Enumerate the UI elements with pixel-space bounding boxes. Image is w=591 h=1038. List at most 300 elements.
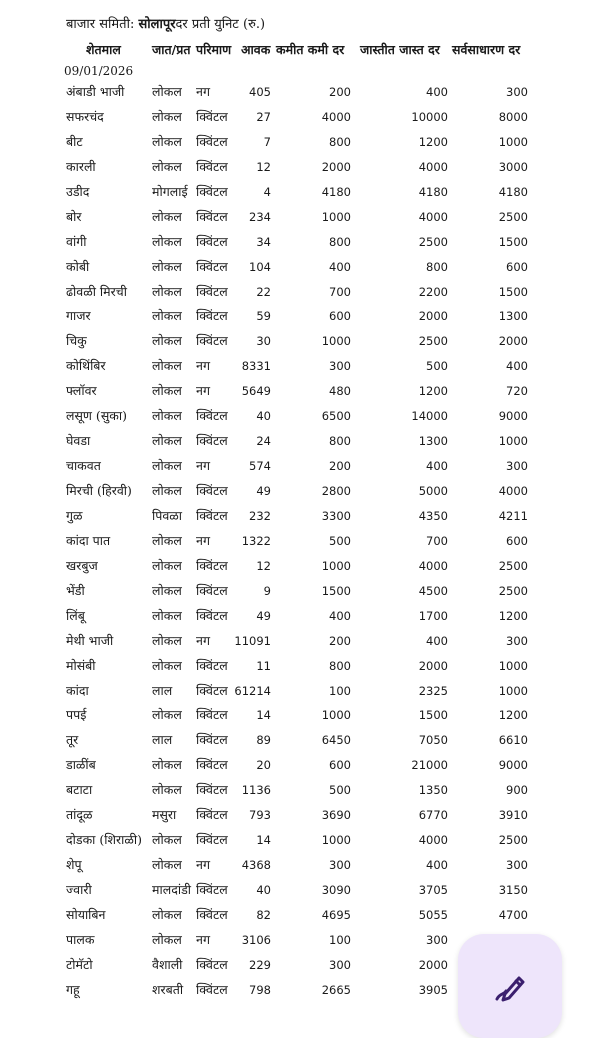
cell-unit: क्विंटल xyxy=(196,657,228,673)
table-row xyxy=(0,307,591,332)
cell-min: 4695 xyxy=(321,907,351,922)
cell-avg: 8000 xyxy=(498,109,528,124)
cell-avg: 4211 xyxy=(498,508,528,523)
cell-max: 500 xyxy=(426,359,448,374)
cell-max: 1300 xyxy=(418,434,448,449)
cell-avg: 1500 xyxy=(498,234,528,249)
cell-avg: 2500 xyxy=(498,558,528,573)
table-row xyxy=(0,906,591,931)
cell-min: 6450 xyxy=(321,733,351,748)
table-row xyxy=(0,183,591,208)
cell-type: लोकल xyxy=(152,857,182,873)
cell-avg: 2500 xyxy=(498,209,528,224)
cell-min: 700 xyxy=(329,284,351,299)
cell-min: 1000 xyxy=(321,334,351,349)
cell-name: चिकु xyxy=(66,333,87,349)
cell-arrival: 82 xyxy=(256,907,271,922)
table-row xyxy=(0,682,591,707)
cell-min: 300 xyxy=(329,957,351,972)
cell-unit: क्विंटल xyxy=(196,183,228,199)
cell-max: 5055 xyxy=(418,907,448,922)
cell-min: 600 xyxy=(329,758,351,773)
col-type: जात/प्रत xyxy=(152,42,191,57)
cell-unit: क्विंटल xyxy=(196,832,228,848)
table-row xyxy=(0,507,591,532)
cell-max: 2325 xyxy=(418,683,448,698)
cell-unit: नग xyxy=(196,84,210,99)
cell-min: 300 xyxy=(329,359,351,374)
cell-name: सोयाबिन xyxy=(66,906,106,922)
cell-arrival: 1322 xyxy=(241,533,271,548)
cell-min: 2000 xyxy=(321,159,351,174)
cell-avg: 3000 xyxy=(498,159,528,174)
cell-max: 400 xyxy=(426,633,448,648)
cell-type: वैशाली xyxy=(152,956,183,972)
cell-min: 200 xyxy=(329,459,351,474)
cell-name: बोर xyxy=(66,208,82,224)
cell-avg: 6610 xyxy=(498,733,528,748)
cell-unit: क्विंटल xyxy=(196,707,228,723)
cell-arrival: 4368 xyxy=(241,858,271,873)
cell-unit: क्विंटल xyxy=(196,807,228,823)
cell-arrival: 22 xyxy=(256,284,271,299)
cell-unit: नग xyxy=(196,458,210,474)
cell-min: 2800 xyxy=(321,484,351,498)
header-prefix: बाजार समिती: xyxy=(66,17,139,32)
cell-name: लसूण (सुका) xyxy=(66,408,127,424)
cell-avg: 4700 xyxy=(498,907,528,922)
cell-min: 4000 xyxy=(321,109,351,124)
cell-arrival: 8331 xyxy=(241,359,271,374)
cell-name: तूर xyxy=(66,732,79,748)
cell-max: 1200 xyxy=(418,134,448,149)
cell-max: 14000 xyxy=(411,409,448,424)
table-row xyxy=(0,632,591,657)
table-row xyxy=(0,607,591,632)
cell-name: गहू xyxy=(66,981,80,997)
table-row xyxy=(0,731,591,756)
cell-name: मिरची (हिरवी) xyxy=(66,483,132,498)
cell-arrival: 89 xyxy=(256,733,271,748)
cell-max: 4000 xyxy=(418,558,448,573)
cell-avg: 1000 xyxy=(498,658,528,673)
cell-avg: 4000 xyxy=(498,484,528,498)
cell-arrival: 232 xyxy=(249,508,271,523)
cell-type: पिवळा xyxy=(152,507,183,523)
col-max: जास्तीत जास्त दर xyxy=(360,42,440,57)
cell-avg: 4180 xyxy=(498,184,528,199)
cell-min: 200 xyxy=(329,85,351,99)
table-row xyxy=(0,83,591,108)
cell-unit: क्विंटल xyxy=(196,557,228,573)
cell-arrival: 11 xyxy=(256,658,271,673)
cell-arrival: 30 xyxy=(256,334,271,349)
cell-arrival: 4 xyxy=(263,184,271,199)
cell-type: लोकल xyxy=(152,557,182,573)
page-header xyxy=(66,14,265,32)
cell-arrival: 9 xyxy=(263,583,271,598)
cell-max: 1500 xyxy=(418,708,448,723)
col-arrival: आवक xyxy=(241,42,271,57)
cell-arrival: 229 xyxy=(249,957,271,972)
cell-max: 7050 xyxy=(418,733,448,748)
table-row xyxy=(0,133,591,158)
cell-avg: 2500 xyxy=(498,833,528,848)
cell-name: पपई xyxy=(66,707,87,723)
cell-arrival: 59 xyxy=(256,309,271,324)
cell-max: 400 xyxy=(426,459,448,474)
cell-arrival: 5649 xyxy=(241,384,271,399)
cell-arrival: 14 xyxy=(256,833,271,848)
cell-avg: 3910 xyxy=(498,808,528,823)
table-row xyxy=(0,357,591,382)
cell-unit: क्विंटल xyxy=(196,732,228,748)
cell-type: लोकल xyxy=(152,657,182,673)
table-row xyxy=(0,831,591,856)
cell-name: मोसंबी xyxy=(66,657,96,673)
cell-type: लोकल xyxy=(152,632,182,648)
cell-unit: क्विंटल xyxy=(196,108,228,124)
cell-unit: नग xyxy=(196,857,210,873)
cell-min: 3300 xyxy=(321,508,351,523)
col-avg: सर्वसाधारण दर xyxy=(452,42,521,57)
cell-min: 1000 xyxy=(321,708,351,723)
table-row xyxy=(0,108,591,133)
report-date: 09/01/2026 xyxy=(64,64,134,78)
table-row xyxy=(0,557,591,582)
cell-avg: 9000 xyxy=(498,409,528,424)
cell-avg: 300 xyxy=(506,459,528,474)
cell-max: 1350 xyxy=(418,783,448,798)
cell-unit: क्विंटल xyxy=(196,233,228,249)
cell-arrival: 34 xyxy=(256,234,271,249)
cell-max: 2000 xyxy=(418,957,448,972)
cell-max: 2200 xyxy=(418,284,448,299)
cell-arrival: 40 xyxy=(256,883,271,897)
cell-max: 10000 xyxy=(411,109,448,124)
cell-type: लोकल xyxy=(152,433,182,449)
cell-type: लोकल xyxy=(152,931,182,947)
col-unit: परिमाण xyxy=(196,42,232,57)
table-row xyxy=(0,258,591,283)
cell-name: पालक xyxy=(66,931,95,947)
cell-type: लोकल xyxy=(152,383,182,399)
cell-avg: 600 xyxy=(506,533,528,548)
cell-min: 400 xyxy=(329,608,351,623)
cell-avg: 300 xyxy=(506,633,528,648)
cell-avg: 400 xyxy=(506,359,528,374)
cell-max: 800 xyxy=(426,259,448,274)
cell-arrival: 3106 xyxy=(241,932,271,947)
cell-min: 100 xyxy=(329,683,351,698)
cell-arrival: 14 xyxy=(256,708,271,723)
cell-arrival: 40 xyxy=(256,409,271,424)
cell-avg: 300 xyxy=(506,85,528,99)
cell-name: मेथी भाजी xyxy=(66,632,114,648)
pen-edit-icon xyxy=(491,968,529,1006)
cell-type: लोकल xyxy=(152,582,182,598)
table-row xyxy=(0,432,591,457)
cell-arrival: 104 xyxy=(249,259,271,274)
cell-max: 2000 xyxy=(418,309,448,324)
cell-unit: नग xyxy=(196,931,210,947)
cell-avg: 3150 xyxy=(498,883,528,897)
cell-arrival: 12 xyxy=(256,558,271,573)
table-row xyxy=(0,482,591,507)
cell-unit: क्विंटल xyxy=(196,158,228,174)
cell-type: लाल xyxy=(152,682,173,698)
cell-arrival: 27 xyxy=(256,109,271,124)
cell-type: लोकल xyxy=(152,757,182,773)
cell-unit: क्विंटल xyxy=(196,433,228,449)
cell-name: वांगी xyxy=(66,233,87,249)
cell-name: उडीद xyxy=(66,183,90,199)
cell-name: तांदूळ xyxy=(66,807,93,823)
table-row xyxy=(0,881,591,906)
cell-type: लोकल xyxy=(152,458,182,474)
cell-type: लोकल xyxy=(152,283,182,299)
table-row xyxy=(0,382,591,407)
table-row xyxy=(0,407,591,432)
cell-max: 5000 xyxy=(418,484,448,498)
column-headers xyxy=(0,41,591,59)
cell-max: 3905 xyxy=(418,982,448,997)
table-row xyxy=(0,657,591,682)
cell-name: लिंबू xyxy=(66,607,85,623)
table-row xyxy=(0,781,591,806)
cell-max: 2500 xyxy=(418,334,448,349)
cell-arrival: 574 xyxy=(249,459,271,474)
cell-unit: क्विंटल xyxy=(196,607,228,623)
cell-type: लोकल xyxy=(152,233,182,249)
cell-unit: क्विंटल xyxy=(196,133,228,149)
cell-type: लोकल xyxy=(152,532,182,548)
cell-arrival: 798 xyxy=(249,982,271,997)
cell-max: 400 xyxy=(426,85,448,99)
cell-type: लोकल xyxy=(152,906,182,922)
cell-name: बटाटा xyxy=(66,782,93,798)
cell-name: कांदा पात xyxy=(66,532,111,548)
cell-name: बीट xyxy=(66,133,83,149)
cell-name: गुळ xyxy=(66,507,83,523)
cell-name: ज्वारी xyxy=(66,882,92,897)
cell-name: ढोवळी मिरची xyxy=(66,283,127,299)
cell-avg: 2500 xyxy=(498,583,528,598)
cell-type: लोकल xyxy=(152,483,182,498)
col-min: कमीत कमी दर xyxy=(276,42,345,57)
cell-min: 1500 xyxy=(321,583,351,598)
cell-type: लोकल xyxy=(152,607,182,623)
cell-min: 400 xyxy=(329,259,351,274)
cell-max: 2500 xyxy=(418,234,448,249)
table-row xyxy=(0,806,591,831)
cell-type: लोकल xyxy=(152,782,182,798)
cell-type: लोकल xyxy=(152,208,182,224)
cell-name: कारली xyxy=(66,158,96,174)
cell-max: 4000 xyxy=(418,833,448,848)
cell-type: लोकल xyxy=(152,408,182,424)
cell-max: 2000 xyxy=(418,658,448,673)
cell-name: चाकवत xyxy=(66,458,101,474)
cell-min: 480 xyxy=(329,384,351,399)
cell-min: 1000 xyxy=(321,209,351,224)
cell-arrival: 20 xyxy=(256,758,271,773)
cell-unit: क्विंटल xyxy=(196,582,228,598)
cell-unit: क्विंटल xyxy=(196,258,228,274)
cell-avg: 1500 xyxy=(498,284,528,299)
table-row xyxy=(0,756,591,781)
cell-max: 6770 xyxy=(418,808,448,823)
cell-type: मालदांडी xyxy=(152,882,191,897)
cell-max: 700 xyxy=(426,533,448,548)
cell-arrival: 1136 xyxy=(241,783,271,798)
cell-max: 4000 xyxy=(418,159,448,174)
cell-min: 300 xyxy=(329,858,351,873)
cell-type: लोकल xyxy=(152,258,182,274)
cell-unit: क्विंटल xyxy=(196,981,228,997)
table-row xyxy=(0,856,591,881)
cell-avg: 1000 xyxy=(498,134,528,149)
cell-type: लोकल xyxy=(152,707,182,723)
cell-name: भेंडी xyxy=(66,582,85,598)
cell-name: कांदा xyxy=(66,682,89,698)
header-suffix: दर प्रती युनिट (रु.) xyxy=(175,17,266,32)
cell-type: मोगलाई xyxy=(152,183,188,199)
market-name: सोलापूर xyxy=(138,17,176,32)
cell-unit: क्विंटल xyxy=(196,956,228,972)
price-table xyxy=(0,83,591,1006)
cell-avg: 900 xyxy=(506,783,528,798)
cell-unit: नग xyxy=(196,632,210,648)
cell-name: गाजर xyxy=(66,308,91,324)
cell-type: लोकल xyxy=(152,333,182,349)
cell-name: खरबुज xyxy=(66,557,98,573)
cell-min: 6500 xyxy=(321,409,351,424)
cell-min: 800 xyxy=(329,234,351,249)
cell-unit: क्विंटल xyxy=(196,333,228,349)
cell-max: 300 xyxy=(426,932,448,947)
cell-max: 1200 xyxy=(418,384,448,399)
cell-unit: क्विंटल xyxy=(196,782,228,798)
cell-arrival: 405 xyxy=(249,85,271,99)
cell-min: 500 xyxy=(329,783,351,798)
cell-name: घेवडा xyxy=(66,433,91,449)
cell-type: शरबती xyxy=(152,981,184,997)
cell-unit: नग xyxy=(196,358,210,374)
cell-avg: 1000 xyxy=(498,434,528,449)
cell-unit: क्विंटल xyxy=(196,483,228,498)
cell-min: 3090 xyxy=(321,883,351,897)
cell-min: 800 xyxy=(329,658,351,673)
cell-max: 3705 xyxy=(418,883,448,897)
cell-min: 100 xyxy=(329,932,351,947)
cell-max: 21000 xyxy=(411,758,448,773)
cell-min: 800 xyxy=(329,434,351,449)
cell-type: लोकल xyxy=(152,108,182,124)
cell-arrival: 12 xyxy=(256,159,271,174)
cell-max: 1700 xyxy=(418,608,448,623)
cell-avg: 2000 xyxy=(498,334,528,349)
table-row xyxy=(0,532,591,557)
cell-unit: क्विंटल xyxy=(196,308,228,324)
cell-unit: क्विंटल xyxy=(196,507,228,523)
cell-min: 500 xyxy=(329,533,351,548)
cell-arrival: 793 xyxy=(249,808,271,823)
cell-unit: क्विंटल xyxy=(196,882,228,897)
cell-max: 4350 xyxy=(418,508,448,523)
cell-type: लोकल xyxy=(152,308,182,324)
cell-avg: 1000 xyxy=(498,683,528,698)
table-row xyxy=(0,283,591,308)
table-row xyxy=(0,158,591,183)
cell-type: मसुरा xyxy=(152,807,177,823)
cell-unit: क्विंटल xyxy=(196,757,228,773)
cell-min: 600 xyxy=(329,309,351,324)
cell-min: 1000 xyxy=(321,833,351,848)
cell-arrival: 49 xyxy=(256,484,271,498)
cell-type: लाल xyxy=(152,732,173,748)
table-row xyxy=(0,332,591,357)
cell-avg: 300 xyxy=(506,858,528,873)
cell-avg: 1200 xyxy=(498,708,528,723)
cell-min: 200 xyxy=(329,633,351,648)
cell-unit: नग xyxy=(196,532,210,548)
cell-avg: 9000 xyxy=(498,758,528,773)
cell-unit: क्विंटल xyxy=(196,283,228,299)
cell-type: लोकल xyxy=(152,832,182,848)
cell-name: सफरचंद xyxy=(66,108,104,124)
cell-arrival: 7 xyxy=(263,134,271,149)
cell-type: लोकल xyxy=(152,358,182,374)
cell-min: 3690 xyxy=(321,808,351,823)
cell-type: लोकल xyxy=(152,133,182,149)
cell-unit: क्विंटल xyxy=(196,208,228,224)
cell-avg: 1300 xyxy=(498,309,528,324)
cell-max: 4180 xyxy=(418,184,448,199)
cell-avg: 600 xyxy=(506,259,528,274)
cell-arrival: 11091 xyxy=(234,633,271,648)
cell-min: 2665 xyxy=(321,982,351,997)
table-row xyxy=(0,706,591,731)
cell-name: फ्लॉवर xyxy=(66,383,97,399)
cell-arrival: 49 xyxy=(256,608,271,623)
cell-min: 1000 xyxy=(321,558,351,573)
cell-type: लोकल xyxy=(152,84,182,99)
table-row xyxy=(0,208,591,233)
table-row xyxy=(0,233,591,258)
cell-name: अंबाडी भाजी xyxy=(66,84,125,99)
cell-arrival: 234 xyxy=(249,209,271,224)
table-row xyxy=(0,582,591,607)
edit-fab-button[interactable] xyxy=(458,934,562,1038)
cell-unit: क्विंटल xyxy=(196,408,228,424)
table-row xyxy=(0,457,591,482)
cell-name: डाळींब xyxy=(66,757,96,773)
cell-name: शेपू xyxy=(66,857,82,873)
cell-name: दोडका (शिराळी) xyxy=(66,832,142,848)
cell-arrival: 61214 xyxy=(234,683,271,698)
cell-max: 4500 xyxy=(418,583,448,598)
cell-type: लोकल xyxy=(152,158,182,174)
cell-name: टोमॅटो xyxy=(66,956,93,972)
cell-unit: क्विंटल xyxy=(196,906,228,922)
cell-min: 800 xyxy=(329,134,351,149)
cell-unit: क्विंटल xyxy=(196,682,228,698)
cell-max: 4000 xyxy=(418,209,448,224)
cell-name: कोथिंबिर xyxy=(66,358,106,374)
cell-avg: 720 xyxy=(506,384,528,399)
cell-name: कोबी xyxy=(66,258,90,274)
